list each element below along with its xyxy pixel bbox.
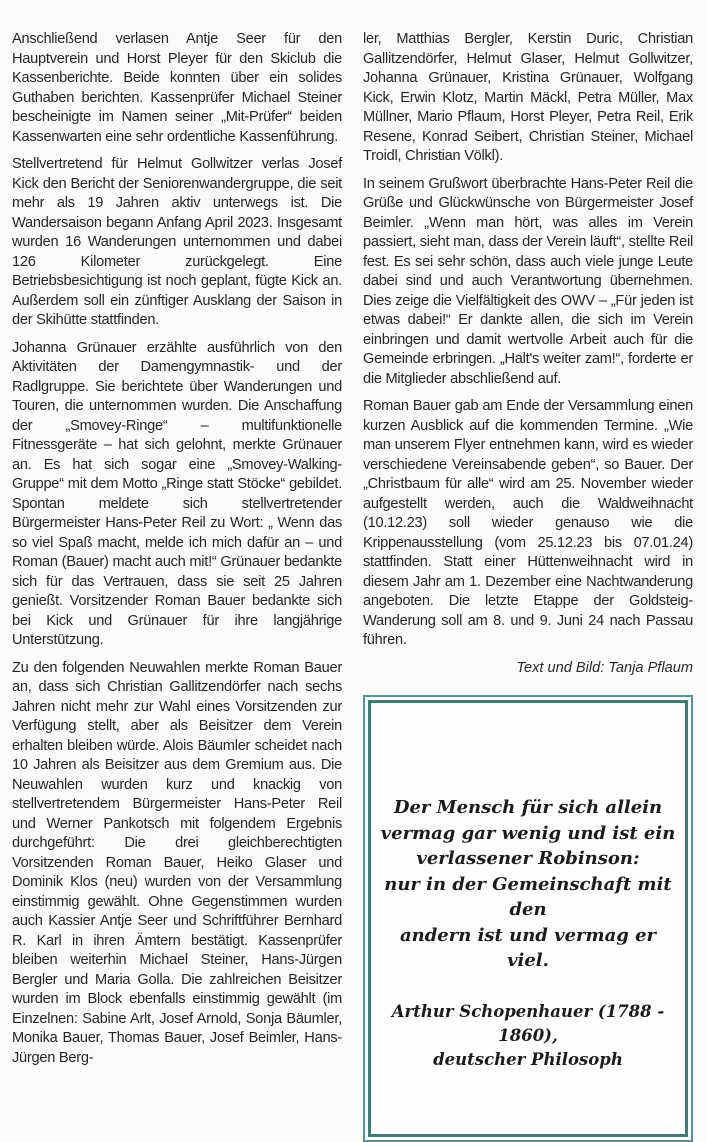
paragraph-damengymnastik-radlgruppe: Johanna Grünauer erzählte ausführlich von den Aktivitäten der Damengymnastik- und der Radlgruppe. Sie berichtete über Wanderungen und Touren, die unternommen wurden. Die Anschaffung der „Smovey-Ringe“ – multifunktionelle Fitnessgeräte – hat sich gelohnt, merkte Grünauer an. Es hat sich sogar eine „Smovey-Walking-Gruppe“ mit dem Motto „Ringe statt Stöcke“ gebildet. Spontan meldete sich stellvertretender Bürgermeister Hans-Peter Reil zu Wort: „ Wenn das so viel Spaß macht, melde ich mich dafür an – und Roman (Bauer) macht auch mit!“ Grünauer bedankte sich für das Vertrauen, dass sie seit 25 Jahren genießt. Vorsitzender Roman Bauer bedankte sich bei Kick und Grünauer für ihre langjährige Unterstützung.: [12, 339, 342, 648]
quote-attribution: [377, 1000, 679, 1072]
article-columns: [12, 30, 693, 1142]
paragraph-neuwahlen: Zu den folgenden Neuwahlen merkte Roman Bauer an, dass sich Christian Gallitzendörfer nach sechs Jahren nicht mehr zur Wahl eines Vorsitzenden zur Verfügung stellt, aber als Beisitzer dem Verein erhalten bleiben würde. Alois Bäumler scheidet nach 10 Jahren als Beisitzer aus dem Gremium aus. Die Neuwahlen wurden kurz und knackig von stellvertretendem Bürgermeister Hans-Peter Reil und Werner Pankotsch mit folgendem Ergebnis durchgeführt: Die drei gleichberechtigten Vorsitzenden Roman Bauer, Heiko Glaser und Dominik Klos (neu) wurden von der Versammlung einstimmig gewählt. Ohne Gegenstimmen wurden auch Kassier Antje Seer und Schriftführer Bernhard R. Karl in ihren Ämtern bestätigt. Kassenprüfer bleiben weiterhin Michael Steiner, Hans-Jürgen Bergler und Maria Golla. Die zahlreichen Beisitzer wurden im Block ebenfalls einstimmig gewählt (im Einzelnen: Sabine Arlt, Josef Arnold, Sonja Bäumler, Monika Bauer, Thomas Bauer, Josef Beimler, Hans-Jürgen Berg-: [12, 659, 342, 1066]
paragraph-grusswort-reil: In seinem Grußwort überbrachte Hans-Peter Reil die Grüße und Glückwünsche von Bürgermeister Josef Beimler. „Wenn man hört, was alles im Verein passiert, sieht man, dass der Verein läuft“, stellte Reil fest. Es sei sehr schön, dass auch viele junge Leute dabei sind und auch Verantwortung übernehmen. Dies zeige die Vielfältigkeit des OWV – „Für jeden ist etwas dabei!“ Er dankte allen, die sich im Verein einbringen und damit wertvolle Arbeit auch für die Gemeinde erbringen. „Halt's weiter zam!“, forderte er die Mitglieder abschließend auf.: [363, 175, 693, 387]
paragraph-beisitzer-namensliste: ler, Matthias Bergler, Kerstin Duric, Christian Gallitzendörfer, Helmut Glaser, Helmut Gollwitzer, Johanna Grünauer, Kristina Grünauer, Wolfgang Kick, Erwin Klotz, Martin Mäckl, Petra Müller, Max Müllner, Mario Pflaum, Horst Pleyer, Petra Reil, Erik Resene, Konrad Seibert, Christian Steiner, Michael Troidl, Christian Völkl).: [363, 31, 693, 164]
quote-box-inner-frame: [368, 700, 688, 1137]
quote-line: vermag gar wenig und ist ein: [380, 822, 676, 844]
quote-line: nur in der Gemeinschaft mit den: [384, 873, 672, 920]
quote-attribution-role: deutscher Philosoph: [433, 1049, 623, 1069]
paragraph-kommende-termine: Roman Bauer gab am Ende der Versammlung einen kurzen Ausblick auf die kommenden Termine. „Wie man unserem Flyer entnehmen kann, wird es wieder verschiedene Vereinsabende geben“, so Bauer. Der „Christbaum für alle“ wird am 25. November wieder aufgestellt werden, auch die Waldweihnacht (10.12.23) soll wieder genauso wie die Krippenausstellung (vom 25.12.23 bis 07.01.24) stattfinden. Statt einer Hüttenweihnacht wird in diesem Jahr am 1. Dezember eine Nachtwanderung angeboten. Die letzte Etappe der Goldsteig-Wanderung soll am 8. und 9. Juni 24 nach Passau führen.: [363, 398, 693, 648]
paragraph-seniorenwandergruppe: Stellvertretend für Helmut Gollwitzer verlas Josef Kick den Bericht der Seniorenwandergruppe, die seit mehr als 19 Jahren aktiv unterwegs ist. Die Wandersaison begann Anfang April 2023. Insgesamt wurden 16 Wanderungen unternommen und dabei 126 Kilometer zurückgelegt. Eine Betriebsbesichtigung ist noch geplant, fügte Kick an. Außerdem soll ein zünftiger Ausklang der Saison in der Skihütte stattfinden.: [12, 156, 342, 328]
article-right-column: [363, 30, 693, 1142]
quote-line: verlassener Robinson:: [416, 848, 640, 869]
quote-attribution-name: Arthur Schopenhauer (1788 - 1860),: [391, 1001, 665, 1045]
paragraph-kassenberichte: Anschließend verlasen Antje Seer für den Hauptverein und Horst Pleyer für den Skiclub die Kassenberichte. Beide konnten über ein solides Guthaben berichten. Kassenprüfer Michael Steiner bescheinigte im Namen seiner „Mit-Prüfer“ beiden Kassenwarten eine sehr ordentliche Kassenführung.: [12, 31, 342, 145]
quote-line: Der Mensch für sich allein: [393, 797, 663, 818]
quote-box: [363, 695, 693, 1142]
author-credit-line: Text und Bild: Tanja Pflaum: [516, 659, 693, 676]
quote-line: andern ist und vermag er viel.: [399, 924, 657, 971]
article-left-column: [12, 30, 342, 1142]
